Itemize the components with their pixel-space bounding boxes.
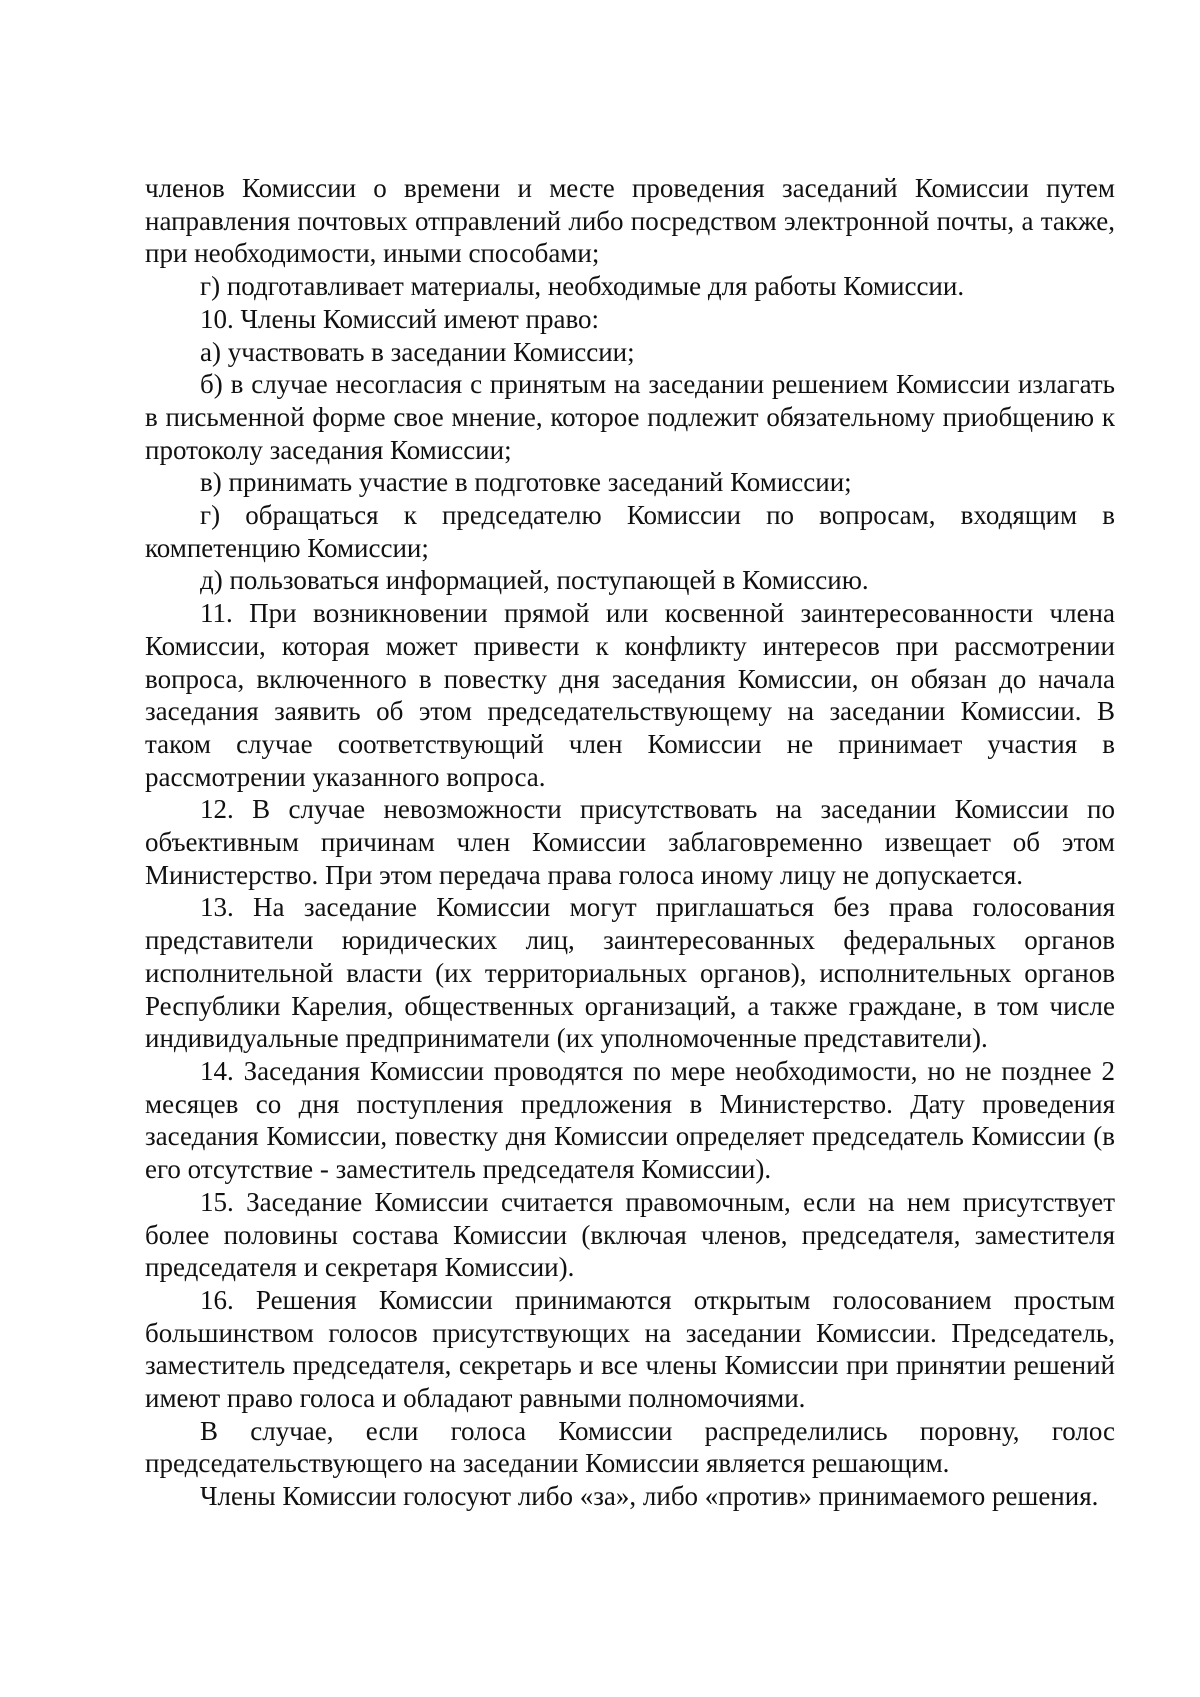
paragraph-continuation: членов Комиссии о времени и месте проведения заседаний Комиссии путем направления почтовых отправлений либо посредством электронной почты, а также, при необходимости, иными способами; xyxy=(145,173,1115,269)
paragraph-10-v: в) принимать участие в подготовке заседаний Комиссии; xyxy=(200,467,852,498)
paragraph-10-b: б) в случае несогласия с принятым на заседании решением Комиссии излагать в письменной форме свое мнение, которое подлежит обязательному приобщению к протоколу заседания Комиссии; xyxy=(145,369,1115,465)
paragraph-12: 12. В случае невозможности присутствовать на заседании Комиссии по объективным причинам член Комиссии заблаговременно извещает об этом Министерство. При этом передача права голоса иному лицу не допускается. xyxy=(145,794,1115,890)
paragraph-15: 15. Заседание Комиссии считается правомочным, если на нем присутствует более половины состава Комиссии (включая членов, председателя, заместителя председателя и секретаря Комиссии). xyxy=(145,1186,1115,1283)
document-page xyxy=(145,172,1115,1513)
paragraph-14: 14. Заседания Комиссии проводятся по мере необходимости, но не позднее 2 месяцев со дня поступления предложения в Министерство. Дату проведения заседания Комиссии, повестку дня Комиссии определяет председатель Комиссии (в его отсутствие - заместитель председателя Комиссии). xyxy=(145,1055,1115,1185)
paragraph-10-a: а) участвовать в заседании Комиссии; xyxy=(200,336,635,367)
paragraph-10-d: д) пользоваться информацией, поступающей в Комиссию. xyxy=(200,565,869,596)
paragraph-10-g: г) обращаться к председателю Комиссии по вопросам, входящим в компетенцию Комиссии; xyxy=(145,500,1115,563)
paragraph-10: 10. Члены Комиссий имеют право: xyxy=(200,303,600,334)
paragraph-11: 11. При возникновении прямой или косвенной заинтересованности члена Комиссии, которая может привести к конфликту интересов при рассмотрении вопроса, включенного в повестку дня заседания Комиссии, он обязан до начала заседания заявить об этом председательствующему на заседании Комиссии. В таком случае соответствующий член Комиссии не принимает участия в рассмотрении указанного вопроса. xyxy=(145,598,1115,792)
paragraph-16: 16. Решения Комиссии принимаются открытым голосованием простым большинством голосов присутствующих на заседании Комиссии. Председатель, заместитель председателя, секретарь и все члены Комиссии при принятии решений имеют право голоса и обладают равными полномочиями. xyxy=(145,1284,1115,1414)
paragraph-16-tie: В случае, если голоса Комиссии распределились поровну, голос председательствующего на заседании Комиссии является решающим. xyxy=(145,1415,1115,1479)
paragraph-item-g: г) подготавливает материалы, необходимые для работы Комиссии. xyxy=(200,271,965,302)
paragraph-16-votes: Члены Комиссии голосуют либо «за», либо «против» принимаемого решения. xyxy=(200,1481,1099,1512)
paragraph-13: 13. На заседание Комиссии могут приглашаться без права голосования представители юридических лиц, заинтересованных федеральных органов исполнительной власти (их территориальных органов), исполнительных органов Республики Карелия, общественных организаций, а также граждане, в том числе индивидуальные предприниматели (их уполномоченные представители). xyxy=(145,892,1115,1054)
